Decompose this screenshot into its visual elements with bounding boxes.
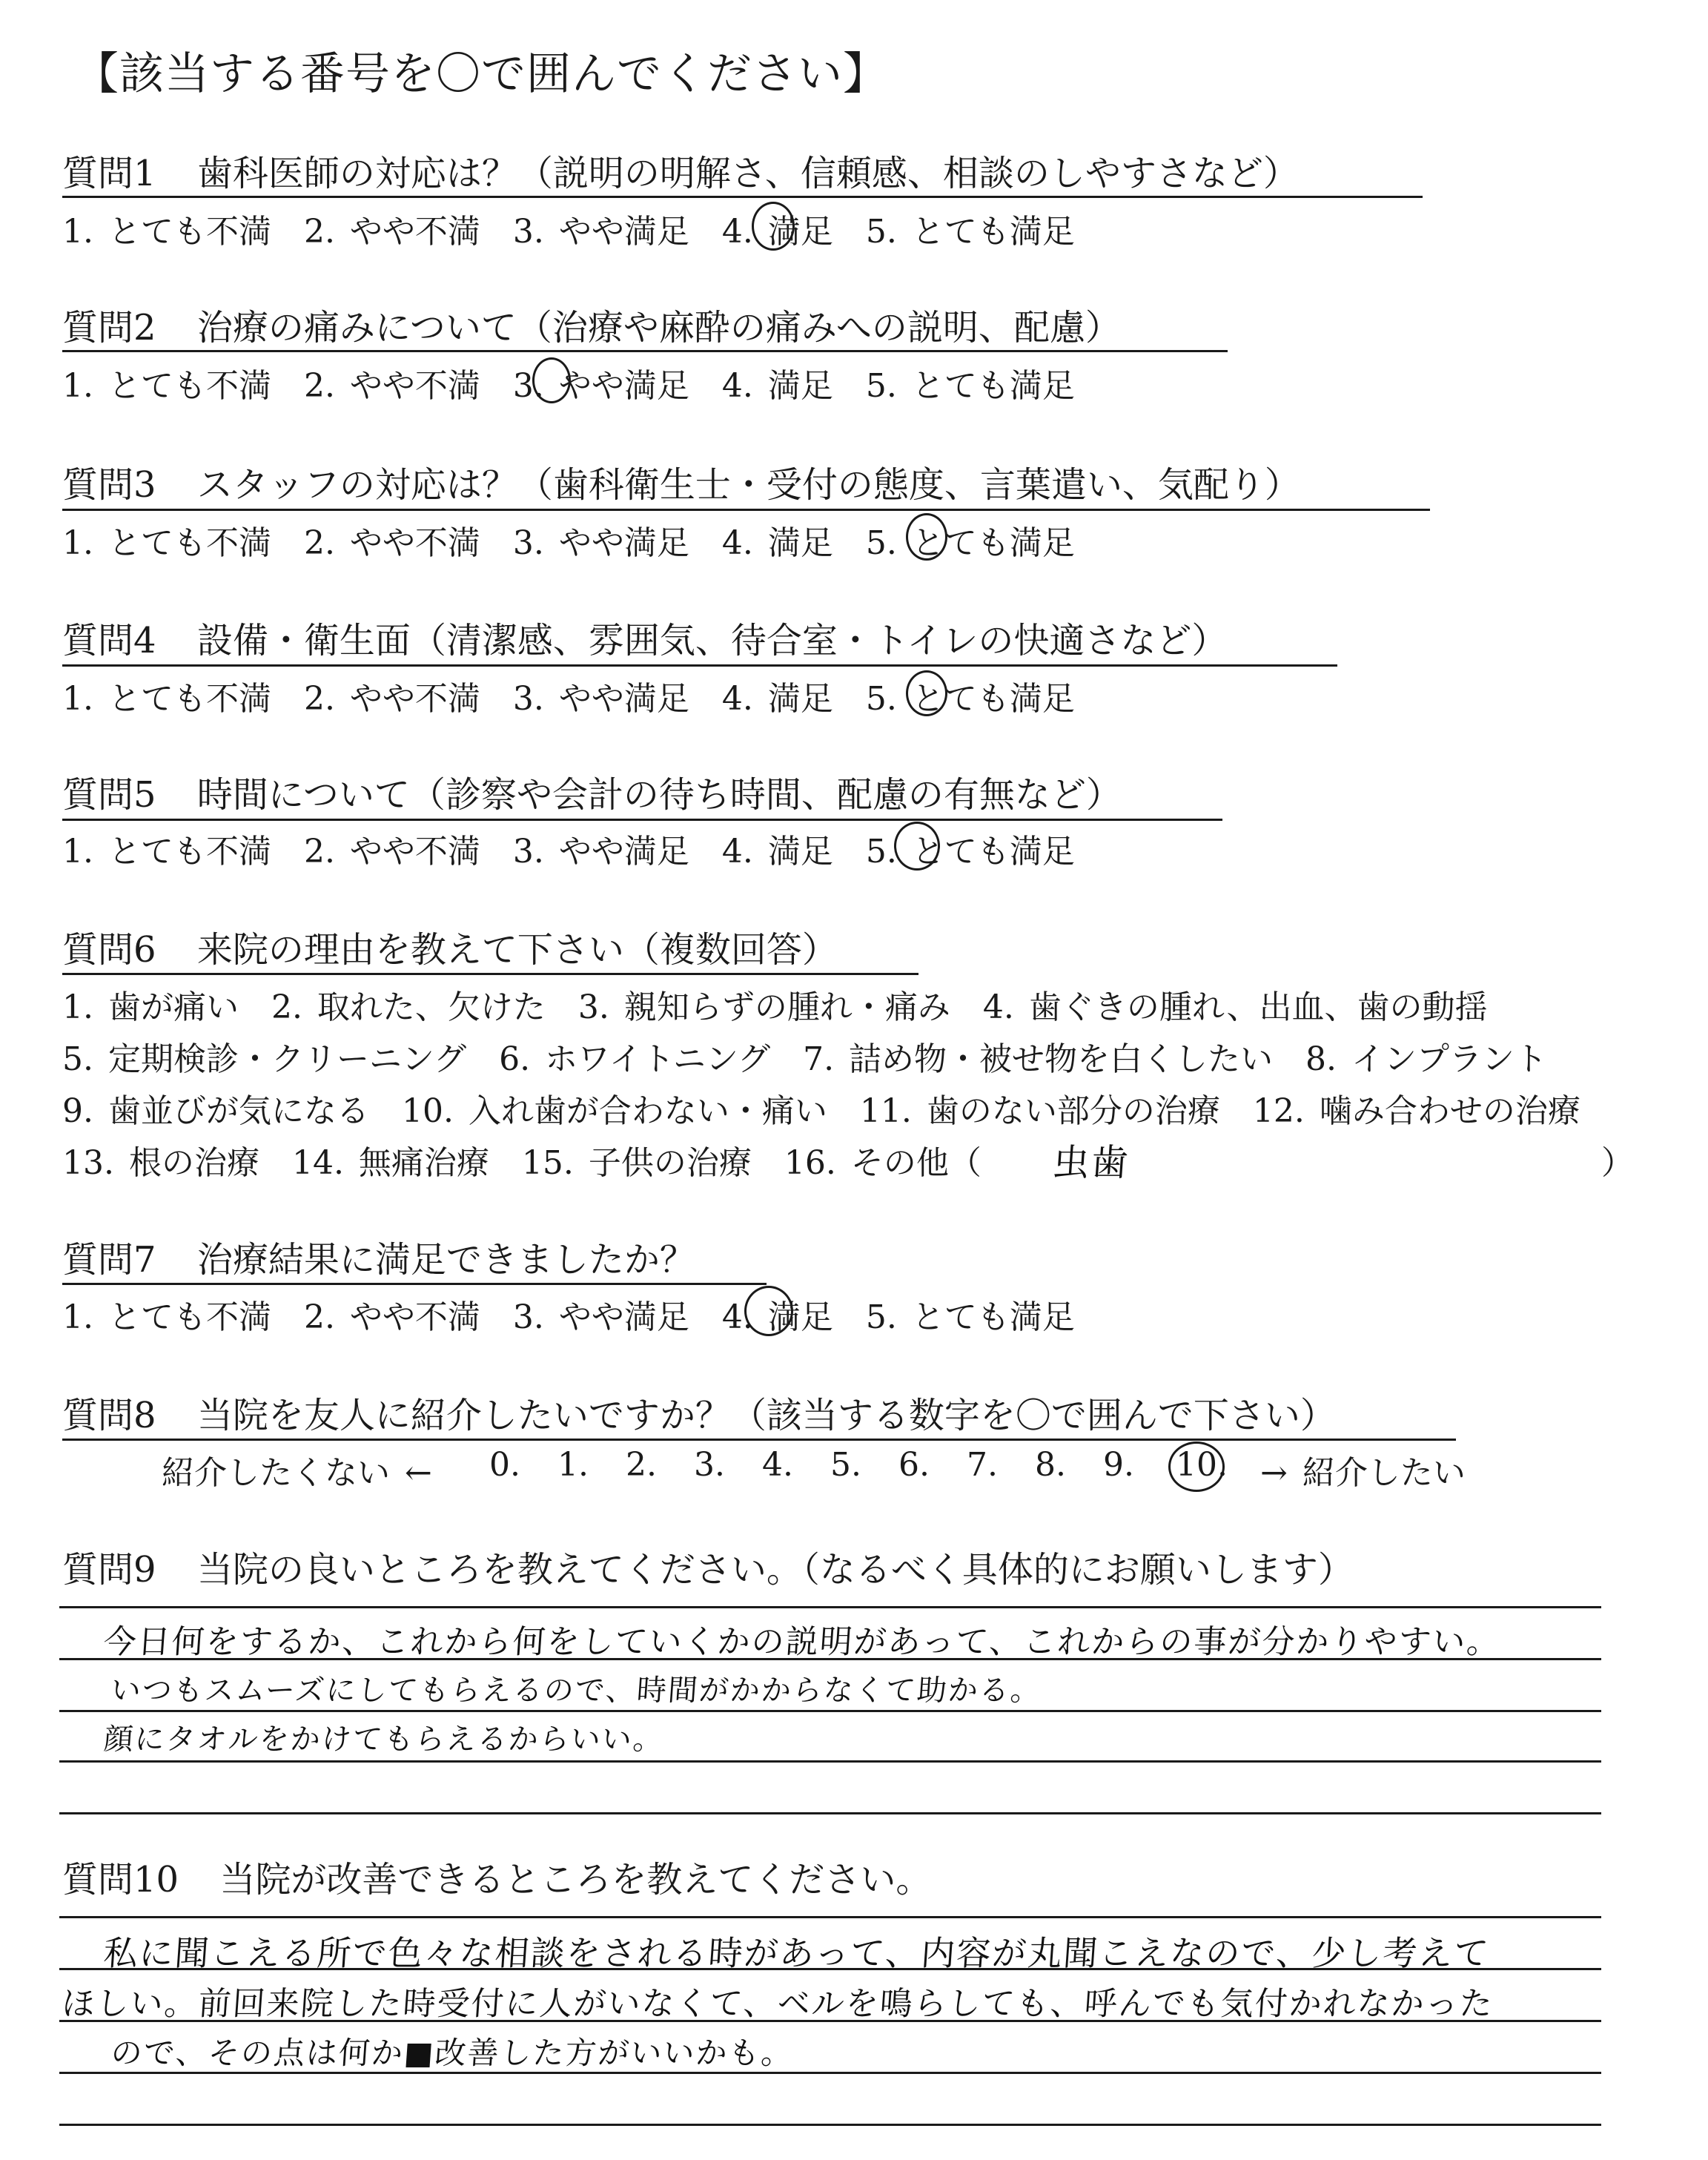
answer-line — [59, 2124, 1601, 2126]
answer-line — [59, 1710, 1601, 1712]
question-10-text: 当院が改善できるところを教えてください。 — [219, 1859, 932, 1900]
question-9-text: 当院の良いところを教えてください。（なるべく具体的にお願いします） — [196, 1549, 1354, 1591]
question-6-underline — [62, 973, 918, 975]
question-3-options[interactable]: 1. とても不満 2. やや不満 3. やや満足 4. 満足 5. とても満足 — [62, 524, 1075, 562]
question-1-underline — [62, 196, 1423, 198]
question-6-options-line-3[interactable]: 9. 歯並びが気になる 10. 入れ歯が合わない・痛い 11. 歯のない部分の治療 12. 噛み合わせの治療 — [62, 1092, 1580, 1130]
question-10-answer-line-2: ほしい。前回来院した時受付に人がいなくて、ベルを鳴らしても、呼んでも気付かれなかった — [60, 1985, 1495, 2023]
question-10-answer-line-1: 私に聞こえる所で色々な相談をされる時があって、内容が丸聞こえなので、少し考えて — [102, 1933, 1492, 1973]
question-8-option-2[interactable]: 2. — [626, 1446, 657, 1484]
question-8-option-4[interactable]: 4. — [762, 1446, 793, 1484]
question-4-title — [62, 612, 1227, 663]
question-10-answer-line-3: ので、その点は何か■改善した方がいいかも。 — [110, 2035, 795, 2071]
question-5-underline — [62, 819, 1222, 821]
question-5-label: 質問5 — [62, 774, 156, 816]
question-1-text: 歯科医師の対応は？（説明の明解さ、信頼感、相談のしやすさなど） — [196, 153, 1299, 194]
question-1-options[interactable]: 1. とても不満 2. やや不満 3. やや満足 4. 満足 5. とても満足 — [62, 213, 1075, 251]
question-3-label: 質問3 — [62, 464, 156, 506]
question-4-label: 質問4 — [62, 620, 156, 661]
question-9-answer-line-3: 顔にタオルをかけてもらえるからいい。 — [102, 1723, 666, 1757]
question-10-label: 質問10 — [62, 1859, 179, 1900]
question-8-option-3[interactable]: 3. — [694, 1446, 725, 1484]
question-8-option-7[interactable]: 7. — [967, 1446, 998, 1484]
question-1-title — [62, 145, 1299, 196]
question-4-text: 設備・衛生面（清潔感、雰囲気、待合室・トイレの快適さなど） — [196, 620, 1228, 661]
question-7-selected-circle — [744, 1286, 793, 1336]
question-4-underline — [62, 664, 1337, 667]
question-4-selected-circle — [906, 670, 947, 716]
question-2-underline — [62, 350, 1228, 352]
question-5-text: 時間について（診察や会計の待ち時間、配慮の有無など） — [196, 774, 1122, 816]
question-8-option-5[interactable]: 5. — [830, 1446, 861, 1484]
question-6-options-line-4[interactable]: 13. 根の治療 14. 無痛治療 15. 子供の治療 16. その他（ — [62, 1144, 982, 1182]
question-2-selected-circle — [532, 357, 571, 403]
question-8-option-0[interactable]: 0. — [489, 1446, 520, 1484]
question-6-label: 質問6 — [62, 929, 156, 971]
question-3-text: スタッフの対応は？（歯科衛生士・受付の態度、言葉遣い、気配り） — [196, 464, 1300, 506]
answer-line — [59, 1606, 1601, 1608]
question-8-title — [62, 1387, 1336, 1438]
question-7-title — [62, 1231, 695, 1282]
question-3-underline — [62, 509, 1430, 511]
question-8-option-8[interactable]: 8. — [1035, 1446, 1066, 1484]
question-10-title — [62, 1851, 931, 1902]
question-8-text: 当院を友人に紹介したいですか？（該当する数字を〇で囲んで下さい） — [196, 1395, 1336, 1436]
question-9-title — [62, 1541, 1354, 1592]
page-header: 【該当する番号を〇で囲んでください】 — [74, 48, 888, 100]
question-6-options-line-1[interactable]: 1. 歯が痛い 2. 取れた、欠けた 3. 親知らずの腫れ・痛み 4. 歯ぐきの腫れ、出血、歯の動揺 — [62, 988, 1488, 1026]
question-8-option-6[interactable]: 6. — [898, 1446, 930, 1484]
question-8-option-1[interactable]: 1. — [557, 1446, 589, 1484]
question-6-other-close-paren: ） — [1601, 1144, 1634, 1182]
answer-line — [59, 1760, 1601, 1763]
question-6-other-answer: 虫歯 — [1050, 1141, 1131, 1184]
question-2-text: 治療の痛みについて（治療や麻酔の痛みへの説明、配慮） — [196, 307, 1121, 349]
question-8-selected-circle — [1168, 1441, 1225, 1492]
answer-line — [59, 1812, 1601, 1814]
question-5-options[interactable]: 1. とても不満 2. やや不満 3. やや満足 4. 満足 5. とても満足 — [62, 833, 1075, 871]
question-8-right-label: → 紹介したい — [1260, 1454, 1466, 1492]
question-8-left-label: 紹介したくない ← — [162, 1454, 432, 1492]
question-8-underline — [62, 1439, 1456, 1441]
question-9-label: 質問9 — [62, 1549, 156, 1591]
question-8-option-10[interactable]: 10. — [1176, 1446, 1228, 1484]
question-9-answer-line-2: いつもスムーズにしてもらえるので、時間がかからなくて助かる。 — [110, 1674, 1043, 1708]
question-5-title — [62, 766, 1122, 817]
question-3-title — [62, 456, 1300, 507]
question-4-options[interactable]: 1. とても不満 2. やや不満 3. やや満足 4. 満足 5. とても満足 — [62, 680, 1075, 718]
question-9-answer-line-1: 今日何をするか、これから何をしていくかの説明があって、これからの事が分かりやすい。 — [102, 1623, 1503, 1661]
question-8-option-9[interactable]: 9. — [1103, 1446, 1134, 1484]
question-1-selected-circle — [752, 202, 795, 251]
question-6-title — [62, 921, 838, 972]
question-7-options[interactable]: 1. とても不満 2. やや不満 3. やや満足 4. 満足 5. とても満足 — [62, 1298, 1075, 1336]
question-1-label: 質問1 — [62, 153, 156, 194]
question-3-selected-circle — [906, 513, 947, 561]
question-7-text: 治療結果に満足できましたか？ — [196, 1239, 695, 1281]
question-2-label: 質問2 — [62, 307, 156, 349]
question-8-label: 質問8 — [62, 1395, 156, 1436]
question-5-selected-circle — [894, 822, 940, 871]
answer-line — [59, 1916, 1601, 1918]
question-2-options[interactable]: 1. とても不満 2. やや不満 3. やや満足 4. 満足 5. とても満足 — [62, 367, 1075, 405]
question-6-options-line-2[interactable]: 5. 定期検診・クリーニング 6. ホワイトニング 7. 詰め物・被せ物を白くしたい 8. インプラント — [62, 1040, 1548, 1078]
question-6-text: 来院の理由を教えて下さい（複数回答） — [196, 929, 838, 971]
question-2-title — [62, 299, 1121, 350]
question-7-label: 質問7 — [62, 1239, 156, 1281]
question-7-underline — [62, 1283, 767, 1285]
